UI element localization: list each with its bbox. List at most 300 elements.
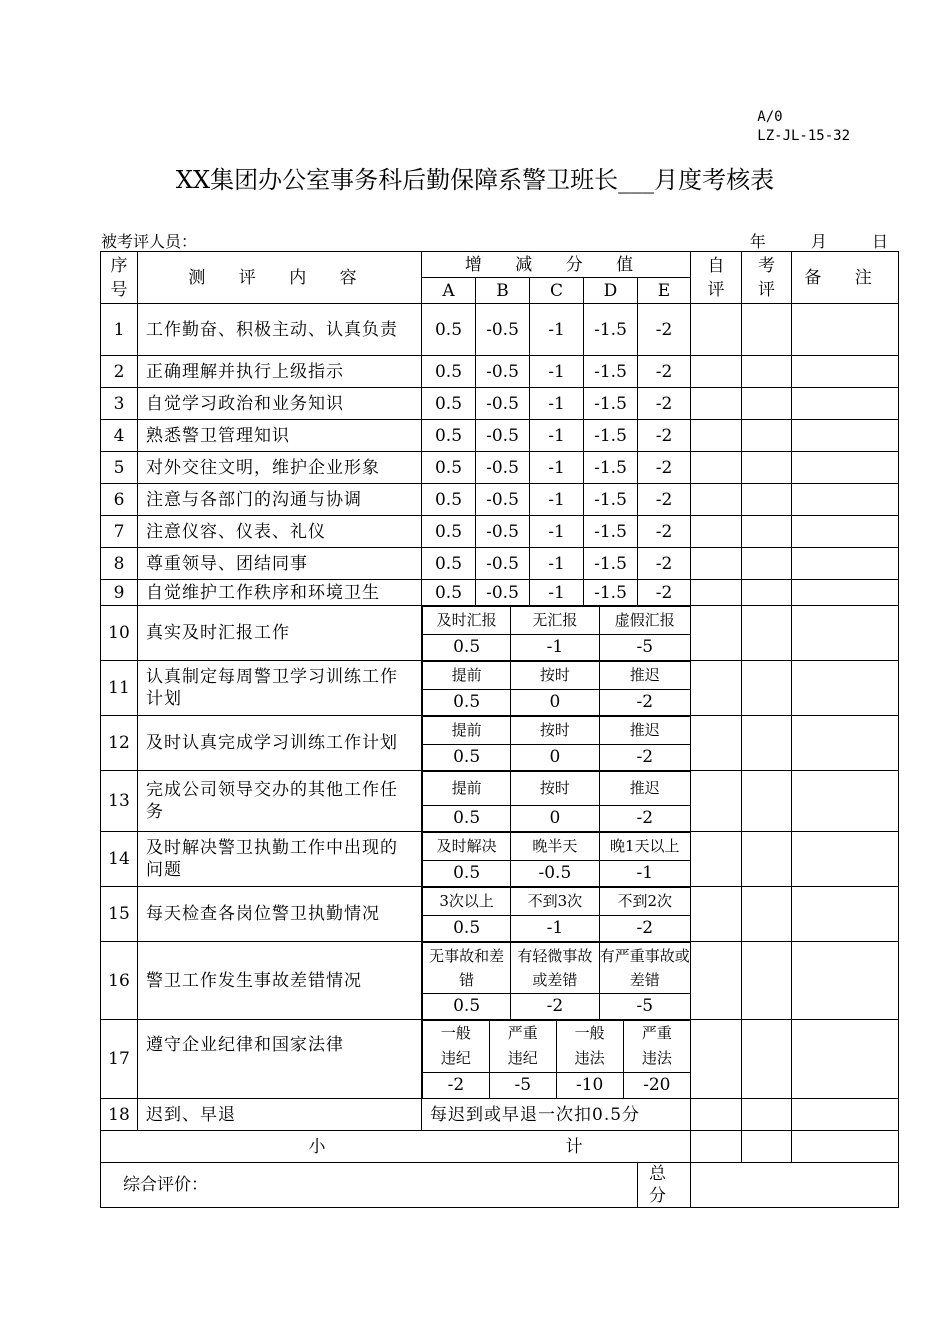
option-label-text: 晚半天: [532, 837, 578, 856]
score-cell: [530, 548, 584, 580]
option-label-text: 及时解决: [436, 837, 497, 856]
exam-eval-cell[interactable]: [742, 388, 792, 420]
item-text: 正确理解并执行上级指示: [146, 361, 344, 382]
evaluation-table: [100, 251, 899, 1208]
exam-eval-cell[interactable]: [742, 452, 792, 484]
item-text: 对外交往文明，维护企业形象: [146, 457, 380, 478]
score-cell: [422, 580, 476, 606]
score-cell: [476, 548, 530, 580]
score-value: -2: [655, 457, 673, 478]
exam-eval-cell[interactable]: [742, 1131, 792, 1163]
remarks-cell[interactable]: [792, 1131, 899, 1163]
self-eval-cell[interactable]: [691, 716, 742, 771]
item-text: 自觉维护工作秩序和环境卫生: [146, 582, 380, 603]
score-options-table: [422, 942, 690, 1019]
score-cell: [584, 484, 638, 516]
score-cell: [422, 356, 476, 388]
item-cell: [138, 516, 422, 548]
score-cell: [530, 356, 584, 388]
option-value: [556, 1072, 623, 1098]
row-number-cell: [101, 716, 138, 771]
item-cell: [138, 580, 422, 606]
exam-eval-cell[interactable]: [742, 420, 792, 452]
score-cell: [476, 356, 530, 388]
self-eval-cell[interactable]: [691, 1099, 742, 1131]
score-value: -1: [548, 457, 565, 478]
item-cell: [138, 771, 422, 832]
score-cell: [638, 388, 691, 420]
score-value: 0.5: [434, 361, 463, 382]
item-cell: [138, 356, 422, 388]
self-eval-cell[interactable]: [691, 484, 742, 516]
row-number-cell: [101, 356, 138, 388]
option-label-text: 提前: [451, 721, 482, 740]
score-cell: [530, 304, 584, 356]
score-cell: [584, 452, 638, 484]
score-cell: [584, 304, 638, 356]
item-cell: [138, 1020, 422, 1099]
score-options-cell: [422, 771, 691, 832]
score-cell: [476, 452, 530, 484]
remarks-cell[interactable]: [792, 548, 899, 580]
form-code: LZ-JL-15-32: [757, 128, 850, 144]
option-label-text: 推迟: [629, 779, 660, 798]
option-label-text: 晚1天以上: [610, 837, 680, 856]
score-cell: [422, 516, 476, 548]
score-value: 0.5: [434, 425, 463, 446]
option-label: [511, 607, 599, 635]
subtotal-row: [101, 1131, 899, 1163]
option-value-text: -20: [643, 1075, 671, 1096]
score-cell: [530, 484, 584, 516]
option-label: [489, 1021, 556, 1073]
row-number-cell: [101, 1020, 138, 1099]
option-value: [423, 744, 511, 770]
option-label-text: 有严重事故或差错: [599, 946, 690, 989]
score-value: 0.5: [434, 489, 463, 510]
score-value: 0.5: [434, 319, 463, 340]
score-value: -1.5: [594, 489, 627, 510]
option-value: [423, 805, 511, 831]
option-label-text: 严重违法: [641, 1024, 672, 1068]
option-label: [423, 607, 511, 635]
option-value: [511, 744, 599, 770]
exam-eval-cell[interactable]: [742, 832, 792, 887]
table-row: [101, 356, 899, 388]
row-number: 1: [113, 319, 125, 340]
row-number: 14: [108, 849, 130, 869]
form-meta-line: [101, 229, 898, 251]
exam-eval-cell[interactable]: [742, 484, 792, 516]
row-number-cell: [101, 771, 138, 832]
score-options-cell: [422, 606, 691, 661]
score-cell: [422, 420, 476, 452]
self-eval-cell[interactable]: [691, 452, 742, 484]
option-label: [556, 1021, 623, 1073]
table-row: [101, 832, 899, 887]
overall-row: [101, 1163, 899, 1208]
exam-eval-cell[interactable]: [742, 606, 792, 661]
score-value: -2: [655, 553, 673, 574]
score-value: -1.5: [594, 582, 627, 603]
score-value: -1: [548, 425, 565, 446]
score-cell: [584, 388, 638, 420]
option-label-text: 一般违法: [574, 1024, 605, 1068]
option-label-text: 一般违纪: [440, 1024, 471, 1068]
score-cell: [422, 452, 476, 484]
row-number: 10: [108, 623, 130, 643]
score-cell: [584, 356, 638, 388]
score-value: -0.5: [486, 582, 519, 603]
score-value: -0.5: [486, 489, 519, 510]
exam-eval-cell[interactable]: [742, 771, 792, 832]
item-text: 遵守企业纪律和国家法律: [146, 1035, 344, 1055]
self-eval-cell[interactable]: [691, 548, 742, 580]
item-text: 迟到、早退: [146, 1104, 236, 1125]
remarks-cell[interactable]: [792, 1099, 899, 1131]
option-label-text: 无事故和差错: [429, 946, 505, 989]
exam-eval-cell[interactable]: [742, 887, 792, 942]
item-text: 熟悉警卫管理知识: [146, 425, 290, 446]
option-label: [423, 1021, 490, 1073]
option-value-text: 0.5: [453, 637, 481, 658]
option-value: [599, 993, 690, 1019]
option-label-text: 及时汇报: [436, 611, 497, 630]
score-value: -1: [548, 582, 565, 603]
item-text: 完成公司领导交办的其他工作任务: [146, 780, 398, 822]
option-value: [599, 805, 690, 831]
item-cell: [138, 1099, 422, 1131]
option-value-text: -1: [546, 918, 564, 939]
remarks-cell[interactable]: [792, 832, 899, 887]
score-cell: [584, 420, 638, 452]
row-number-cell: [101, 942, 138, 1020]
score-cell: [638, 580, 691, 606]
deduction-rule: 每迟到或早退一次扣0.5分: [430, 1104, 641, 1125]
table-row: [101, 304, 899, 356]
option-label: [511, 833, 599, 861]
score-value: -0.5: [486, 361, 519, 382]
self-eval-cell[interactable]: [691, 356, 742, 388]
option-value-text: 0.5: [453, 692, 481, 713]
exam-eval-cell[interactable]: [742, 1020, 792, 1099]
score-cell: [476, 304, 530, 356]
option-value: [599, 860, 690, 886]
option-value-text: 0.5: [453, 808, 481, 829]
item-cell: [138, 388, 422, 420]
table-row: [101, 716, 899, 771]
option-label: [511, 662, 599, 690]
score-value: -2: [655, 361, 673, 382]
score-cell: [476, 484, 530, 516]
option-value-text: -2: [636, 747, 654, 768]
exam-eval-header: 考评: [742, 252, 792, 304]
score-value: -2: [655, 425, 673, 446]
item-cell: [138, 420, 422, 452]
option-label-text: 虚假汇报: [614, 611, 675, 630]
remarks-cell[interactable]: [792, 606, 899, 661]
content-header: 测 评 内 容: [138, 252, 422, 304]
row-number: 9: [113, 582, 125, 603]
score-options-cell: [422, 832, 691, 887]
option-value: [423, 915, 511, 941]
subtotal-left: 小: [308, 1136, 326, 1157]
remarks-cell[interactable]: [792, 661, 899, 716]
self-eval-cell[interactable]: [691, 1020, 742, 1099]
row-number: 2: [113, 361, 125, 382]
score-cell: [422, 548, 476, 580]
option-label: [423, 888, 511, 916]
exam-eval-cell[interactable]: [742, 516, 792, 548]
total-value-cell[interactable]: [691, 1163, 899, 1208]
option-value-text: -0.5: [538, 863, 572, 884]
score-value: 0.5: [434, 393, 463, 414]
score-cell: [422, 304, 476, 356]
option-label: [423, 943, 511, 994]
deduction-rule-cell: [422, 1099, 691, 1131]
option-value: [511, 634, 599, 660]
option-label-text: 按时: [539, 721, 570, 740]
self-eval-cell[interactable]: [691, 304, 742, 356]
table-row: [101, 942, 899, 1020]
row-number-cell: [101, 388, 138, 420]
table-row: [101, 580, 899, 606]
self-eval-cell[interactable]: [691, 388, 742, 420]
option-value-text: -10: [575, 1075, 604, 1096]
score-value: -2: [655, 319, 673, 340]
seq-header: 序号: [101, 252, 138, 304]
row-number: 18: [108, 1104, 130, 1125]
option-value: [423, 860, 511, 886]
option-label: [423, 717, 511, 745]
exam-eval-cell[interactable]: [742, 942, 792, 1020]
row-number-cell: [101, 832, 138, 887]
option-label: [599, 717, 690, 745]
option-value-text: 0.5: [453, 863, 481, 884]
page-title: XX集团办公室事务科后勤保障系警卫班长___月度考核表: [175, 166, 775, 194]
row-number: 3: [113, 393, 125, 414]
remarks-cell[interactable]: [792, 580, 899, 606]
row-number-cell: [101, 516, 138, 548]
option-value: [623, 1072, 690, 1098]
remarks-cell[interactable]: [792, 942, 899, 1020]
evaluatee-label: 被考评人员：: [101, 232, 198, 251]
overall-eval-cell: [101, 1163, 638, 1208]
score-value: -2: [655, 489, 673, 510]
item-text: 真实及时汇报工作: [146, 623, 290, 643]
option-value: [489, 1072, 556, 1098]
score-cell: [584, 516, 638, 548]
remarks-cell[interactable]: [792, 1020, 899, 1099]
option-value-text: -5: [514, 1075, 532, 1096]
option-label: [599, 943, 690, 994]
row-number-cell: [101, 661, 138, 716]
row-number: 7: [113, 521, 125, 542]
option-label-text: 无汇报: [532, 611, 578, 630]
option-label: [511, 943, 599, 994]
self-eval-cell[interactable]: [691, 516, 742, 548]
table-row: [101, 420, 899, 452]
option-value: [511, 689, 599, 715]
score-cell: [638, 356, 691, 388]
score-value: 0.5: [434, 553, 463, 574]
score-cell: [638, 548, 691, 580]
score-cell: [638, 304, 691, 356]
score-value: -0.5: [486, 425, 519, 446]
remarks-cell[interactable]: [792, 716, 899, 771]
option-value-text: 0.5: [453, 918, 481, 939]
remarks-cell[interactable]: [792, 484, 899, 516]
row-number-cell: [101, 304, 138, 356]
item-text: 及时认真完成学习训练工作计划: [146, 733, 398, 753]
score-options-table: [422, 771, 690, 831]
item-cell: [138, 716, 422, 771]
self-eval-cell[interactable]: [691, 942, 742, 1020]
row-number-cell: [101, 1099, 138, 1131]
option-value: [599, 689, 690, 715]
option-label: [623, 1021, 690, 1073]
item-cell: [138, 832, 422, 887]
score-options-cell: [422, 1020, 691, 1099]
score-cell: [476, 420, 530, 452]
score-value: -1.5: [594, 553, 627, 574]
option-label: [599, 772, 690, 806]
row-number: 12: [108, 733, 130, 753]
remarks-cell[interactable]: [792, 887, 899, 942]
document-code: [757, 108, 850, 146]
remarks-cell[interactable]: [792, 388, 899, 420]
score-options-cell: [422, 942, 691, 1020]
exam-eval-cell[interactable]: [742, 716, 792, 771]
grade-b-header: B: [476, 278, 530, 304]
option-value: [511, 805, 599, 831]
score-cell: [476, 388, 530, 420]
option-label-text: 按时: [539, 779, 570, 798]
exam-eval-cell[interactable]: [742, 661, 792, 716]
score-value: -2: [655, 393, 673, 414]
exam-eval-cell[interactable]: [742, 1099, 792, 1131]
self-eval-cell[interactable]: [691, 420, 742, 452]
self-eval-cell[interactable]: [691, 661, 742, 716]
score-options-table: [422, 1020, 690, 1098]
self-eval-cell[interactable]: [691, 580, 742, 606]
option-value-text: -2: [636, 918, 654, 939]
score-value: -1.5: [594, 521, 627, 542]
score-value: -0.5: [486, 553, 519, 574]
option-label: [599, 662, 690, 690]
remarks-cell[interactable]: [792, 304, 899, 356]
table-row: [101, 1099, 899, 1131]
exam-eval-cell[interactable]: [742, 304, 792, 356]
row-number: 4: [113, 425, 125, 446]
table-row: [101, 516, 899, 548]
remarks-cell[interactable]: [792, 452, 899, 484]
remarks-cell[interactable]: [792, 771, 899, 832]
self-eval-cell[interactable]: [691, 832, 742, 887]
option-label-text: 提前: [451, 779, 482, 798]
item-cell: [138, 942, 422, 1020]
score-cell: [584, 580, 638, 606]
score-options-table: [422, 716, 690, 770]
score-value: -0.5: [486, 393, 519, 414]
option-value: [511, 860, 599, 886]
table-row: [101, 887, 899, 942]
version-code: A/0: [757, 109, 783, 125]
option-label: [511, 772, 599, 806]
exam-eval-cell[interactable]: [742, 356, 792, 388]
grade-c-header: C: [530, 278, 584, 304]
remarks-cell[interactable]: [792, 356, 899, 388]
option-label-text: 严重违纪: [507, 1024, 538, 1068]
option-value: [511, 915, 599, 941]
score-options-cell: [422, 887, 691, 942]
grade-a-header: A: [422, 278, 476, 304]
score-options-cell: [422, 661, 691, 716]
option-value-text: 0: [549, 747, 561, 768]
exam-eval-cell[interactable]: [742, 580, 792, 606]
row-number-cell: [101, 887, 138, 942]
row-number: 16: [108, 970, 130, 991]
option-label-text: 推迟: [629, 721, 660, 740]
total-label: 总 分: [649, 1164, 681, 1206]
self-eval-cell[interactable]: [691, 771, 742, 832]
option-label: [511, 717, 599, 745]
remarks-cell[interactable]: [792, 420, 899, 452]
score-options-table: [422, 606, 690, 660]
exam-eval-cell[interactable]: [742, 548, 792, 580]
option-label-text: 不到3次: [527, 892, 583, 911]
score-value: -1.5: [594, 425, 627, 446]
table-row: [101, 1020, 899, 1099]
option-value-text: 0.5: [453, 996, 481, 1017]
row-number-cell: [101, 580, 138, 606]
self-eval-cell[interactable]: [691, 887, 742, 942]
score-value: -0.5: [486, 457, 519, 478]
self-eval-cell[interactable]: [691, 606, 742, 661]
score-value: -1.5: [594, 457, 627, 478]
item-cell: [138, 661, 422, 716]
year-label: 年: [749, 232, 766, 251]
score-group-header: 增 减 分 值: [422, 252, 691, 278]
item-text: 每天检查各岗位警卫执勤情况: [146, 904, 380, 924]
score-cell: [638, 420, 691, 452]
option-value: [423, 689, 511, 715]
self-eval-cell[interactable]: [691, 1131, 742, 1163]
option-value-text: -2: [447, 1075, 465, 1096]
item-text: 警卫工作发生事故差错情况: [146, 970, 362, 991]
score-value: 0.5: [434, 457, 463, 478]
option-label: [599, 833, 690, 861]
row-number: 5: [113, 457, 125, 478]
remarks-cell[interactable]: [792, 516, 899, 548]
row-number-cell: [101, 452, 138, 484]
item-text: 注意仪容、仪表、礼仪: [146, 521, 326, 542]
score-cell: [530, 420, 584, 452]
row-number-cell: [101, 420, 138, 452]
score-value: -1: [548, 361, 565, 382]
option-label: [423, 772, 511, 806]
row-number: 8: [113, 553, 125, 574]
option-label-text: 有轻微事故或差错: [517, 946, 593, 989]
option-value-text: -2: [546, 996, 564, 1017]
score-cell: [530, 452, 584, 484]
table-row: [101, 388, 899, 420]
item-cell: [138, 548, 422, 580]
item-text: 工作勤奋、积极主动、认真负责: [146, 319, 398, 340]
row-number-cell: [101, 606, 138, 661]
item-cell: [138, 606, 422, 661]
option-label-text: 3次以上: [439, 892, 494, 911]
